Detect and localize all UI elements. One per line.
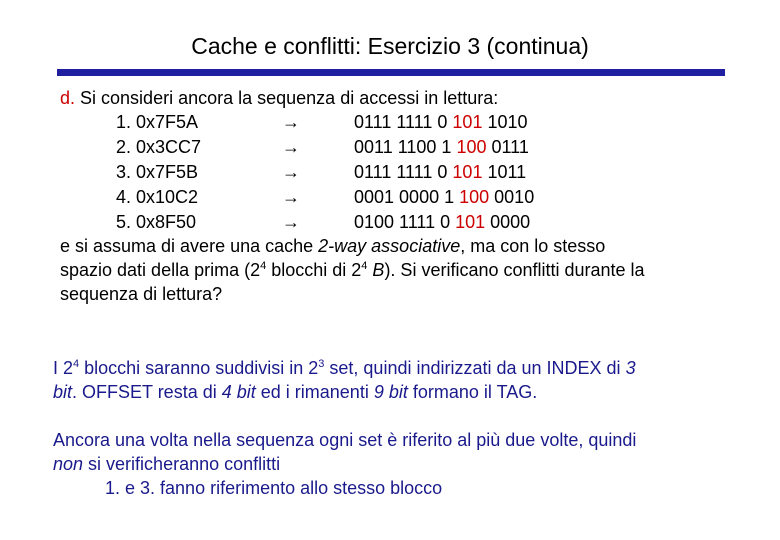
emphasis: 4 bit: [221, 382, 256, 402]
exponent: 4: [361, 260, 368, 272]
text-span: si verificheranno conflitti: [83, 454, 281, 474]
question-intro-text: Si consideri ancora la sequenza di accessi in lettura:: [80, 88, 499, 108]
access-bits: [354, 212, 530, 233]
text-span: , ma con lo stesso: [460, 236, 606, 256]
bits-index: 101: [452, 162, 483, 182]
title-underline-bar: [57, 69, 725, 76]
access-bits: [354, 162, 526, 183]
access-row: [0, 112, 700, 136]
bits-tag: 0100 1111 0: [354, 212, 456, 232]
access-label: 5. 0x8F50: [116, 212, 197, 232]
access-list: [0, 112, 780, 232]
text-span: spazio dati della prima (2: [60, 260, 261, 280]
text-span: . OFFSET resta di: [72, 382, 222, 402]
text-span: formano il TAG.: [407, 382, 538, 402]
text-span: blocchi di 2: [266, 260, 362, 280]
bits-tag: 0001 0000 1: [354, 187, 460, 207]
bits-index: 101: [452, 112, 483, 132]
access-label: 2. 0x3CC7: [116, 137, 202, 157]
slide-title: Cache e conflitti: Esercizio 3 (continua): [191, 33, 589, 59]
emphasis: 9 bit: [373, 382, 408, 402]
bits-offset: 1011: [482, 162, 527, 182]
bits-offset: 0000: [485, 212, 531, 232]
bits-tag: 0111 1111 0: [354, 162, 453, 182]
bits-offset: 0010: [489, 187, 535, 207]
access-bits: [354, 137, 529, 158]
bits-index: 100: [459, 187, 490, 207]
text-span: ed i rimanenti: [255, 382, 374, 402]
question-body: [60, 234, 645, 306]
answer-line: [53, 452, 636, 476]
question-intro: [60, 88, 498, 108]
arrow-icon: →: [282, 137, 300, 157]
question-line: [60, 258, 645, 282]
arrow-icon: →: [282, 212, 300, 232]
access-row: [0, 187, 700, 211]
access-label: 1. 0x7F5A: [116, 112, 199, 132]
answer-line: Ancora una volta nella sequenza ogni set è riferito al più due volte, quindi: [53, 430, 637, 450]
text-span: ). Si verificano conflitti durante la: [384, 260, 645, 280]
bits-index: 100: [456, 137, 487, 157]
text-span: blocchi saranno suddivisi in 2: [79, 358, 319, 378]
answer-line: 1. e 3. fanno riferimento allo stesso blocco: [105, 478, 443, 498]
bits-tag: 0011 1100 1: [354, 137, 457, 157]
unit: B: [367, 260, 385, 280]
access-bits: [354, 112, 528, 133]
access-bits: [354, 187, 534, 208]
exponent: 4: [260, 260, 267, 272]
emphasis: 3: [625, 358, 636, 378]
question-line: sequenza di lettura?: [60, 284, 223, 304]
answer-index-explanation: [53, 356, 636, 404]
text-span: I 2: [53, 358, 74, 378]
arrow-icon: →: [282, 162, 300, 182]
exponent: 4: [73, 358, 80, 370]
question-letter: d.: [60, 88, 76, 108]
emphasis: bit: [53, 382, 73, 402]
access-row: [0, 162, 700, 186]
access-row: [0, 212, 700, 236]
text-span: set, quindi indirizzati da un INDEX di: [324, 358, 626, 378]
arrow-icon: →: [282, 187, 300, 207]
access-label: 3. 0x7F5B: [116, 162, 199, 182]
arrow-icon: →: [282, 112, 300, 132]
text-span: e si assuma di avere una cache: [60, 236, 319, 256]
emphasis: non: [53, 454, 84, 474]
answer-conclusion: [53, 428, 636, 500]
cache-type: 2-way associative: [318, 236, 461, 256]
bits-offset: 0111: [486, 137, 529, 157]
answer-line: [53, 356, 636, 380]
question-line: [60, 234, 645, 258]
bits-offset: 1010: [482, 112, 528, 132]
exponent: 3: [318, 358, 325, 370]
access-label: 4. 0x10C2: [116, 187, 199, 207]
answer-line: [53, 380, 636, 404]
access-row: [0, 137, 700, 161]
bits-tag: 0111 1111 0: [354, 112, 453, 132]
bits-index: 101: [455, 212, 486, 232]
